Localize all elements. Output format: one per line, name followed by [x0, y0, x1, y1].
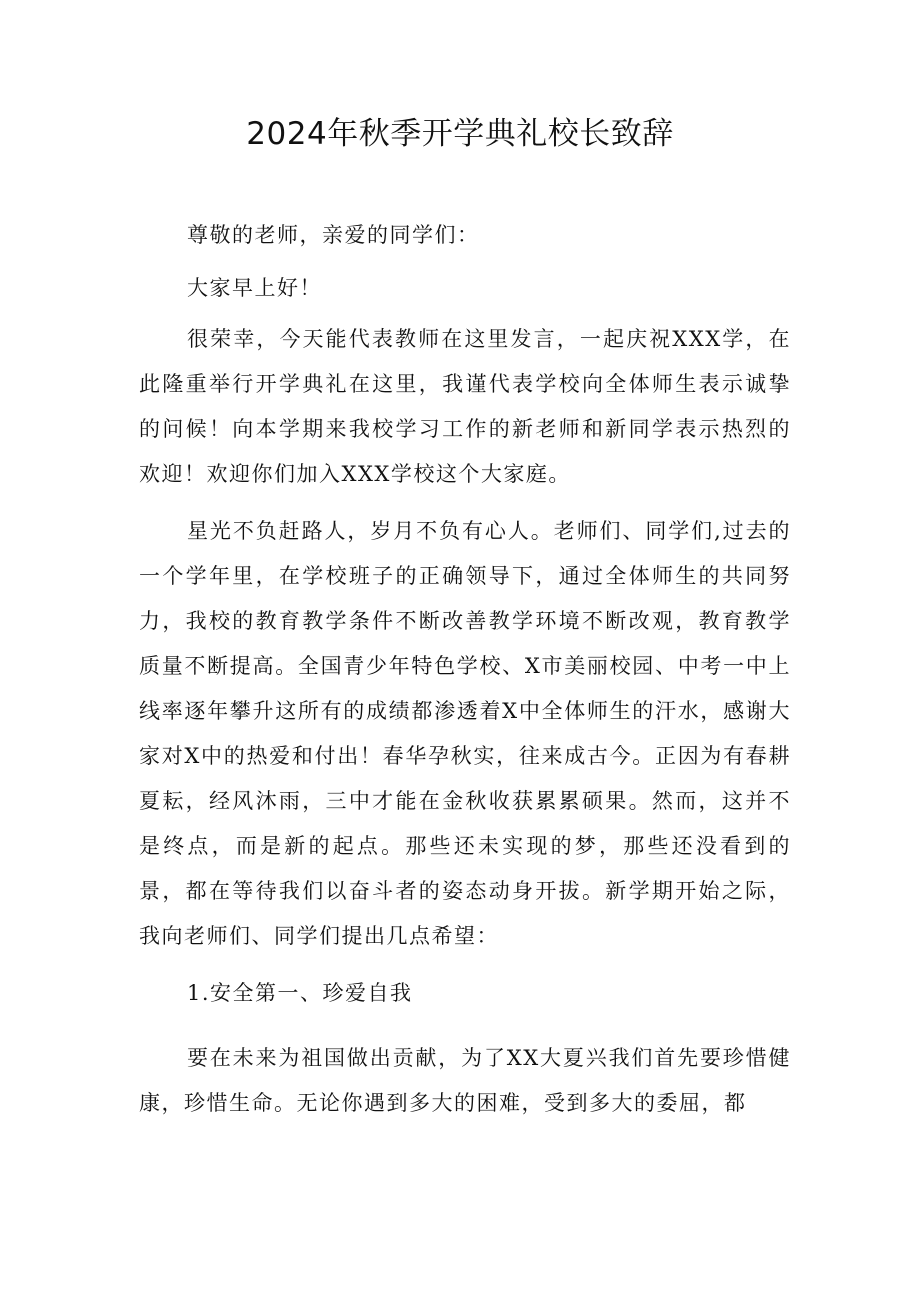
section-heading-safety: 1.安全第一、珍爱自我: [187, 981, 413, 1005]
paragraph-review: 星光不负赶路人，岁月不负有心人。老师们、同学们,过去的一个学年里，在学校班子的正确领导下，通过全体师生的共同努力，我校的教育教学条件不断改善教学环境不断改观，教育教学质量不断提高。全国青少年特色学校、X市美丽校园、中考一中上线率逐年攀升这所有的成绩都渗透着X中全体师生的汗水，感谢大家对X中的热爱和付出！春华孕秋实，往来成古今。正因为有春耕夏耘，经风沐雨，三中才能在金秋收获累累硕果。然而，这并不是终点，而是新的起点。那些还未实现的梦，那些还没看到的景，都在等待我们以奋斗者的姿态动身开拔。新学期开始之际，我向老师们、同学们提出几点希望：: [139, 519, 791, 948]
document-title: 2024年秋季开学典礼校长致辞: [246, 116, 674, 152]
paragraph-safety: 要在未来为祖国做出贡献，为了XX大夏兴我们首先要珍惜健康，珍惜生命。无论你遇到多大的困难，受到多大的委屈，都: [139, 1046, 791, 1115]
paragraph-welcome: 很荣幸，今天能代表教师在这里发言，一起庆祝XXX学，在此隆重举行开学典礼在这里，我谨代表学校向全体师生表示诚挚的问候！向本学期来我校学习工作的新老师和新同学表示热烈的欢迎！欢迎你们加入XXX学校这个大家庭。: [139, 327, 791, 486]
document-body: [139, 213, 791, 1126]
salutation: 尊敬的老师，亲爱的同学们：: [187, 223, 480, 247]
greeting: 大家早上好！: [187, 276, 322, 300]
